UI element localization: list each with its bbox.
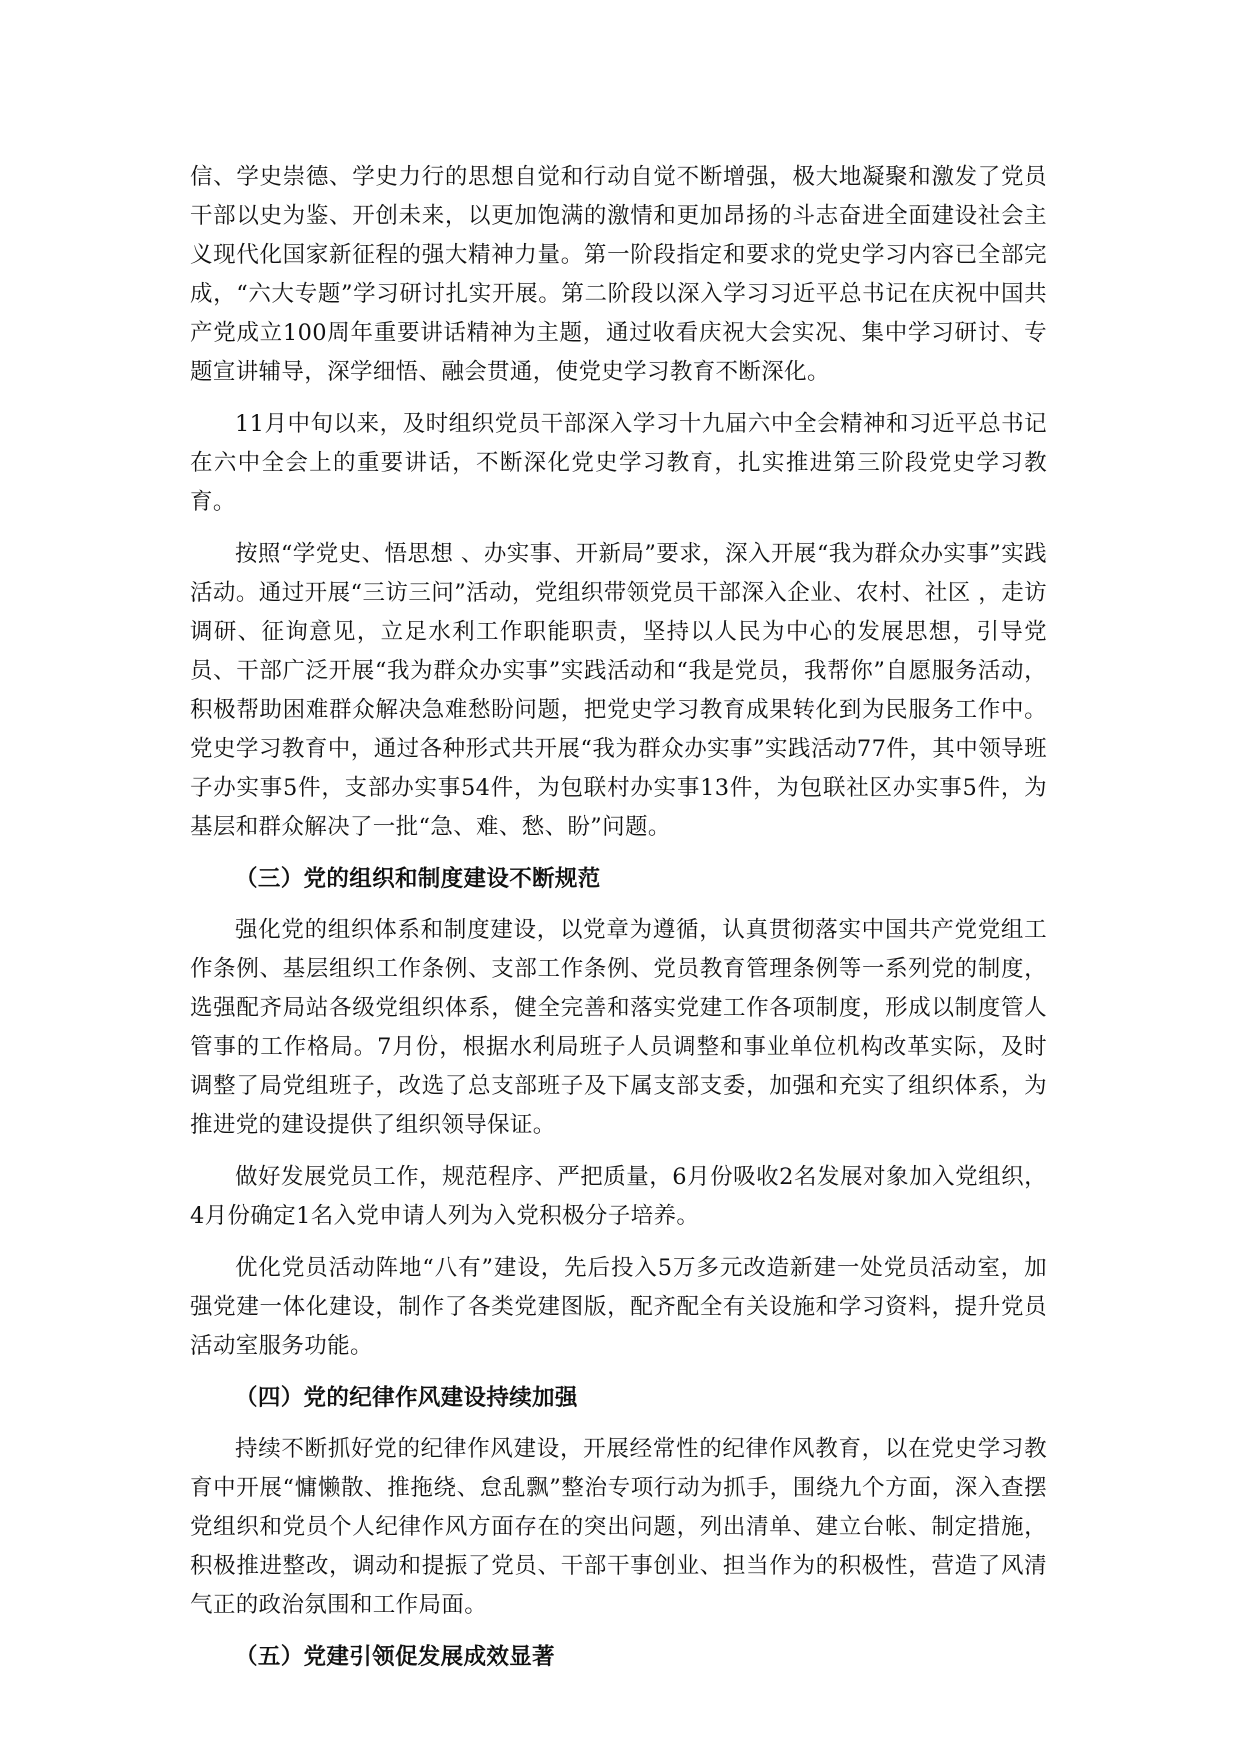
section-heading-development: （五）党建引领促发展成效显著 bbox=[235, 1644, 555, 1670]
paragraph-organization-system: 强化党的组织体系和制度建设，以党章为遵循，认真贯彻落实中国共产党党组工作条例、基层组织工作条例、支部工作条例、党员教育管理条例等一系列党的制度，选强配齐局站各级党组织体系，健全完善和落实党建工作各项制度，形成以制度管人管事的工作格局。7月份，根据水利局班子人员调整和事业单位机构改革实际，及时调整了局党组班子，改选了总支部班子及下属支部支委，加强和充实了组织体系，为推进党的建设提供了组织领导保证。 bbox=[190, 917, 1047, 1138]
paragraph-discipline-style: 持续不断抓好党的纪律作风建设，开展经常性的纪律作风教育，以在党史学习教育中开展“慵懒散、推拖绕、怠乱飘”整治专项行动为抓手，围绕九个方面，深入查摆党组织和党员个人纪律作风方面存在的突出问题，列出清单、建立台帐、制定措施，积极推进整改，调动和提振了党员、干部干事创业、担当作为的积极性，营造了风清气正的政治氛围和工作局面。 bbox=[190, 1436, 1047, 1618]
paragraph-party-history-study: 信、学史崇德、学史力行的思想自觉和行动自觉不断增强，极大地凝聚和激发了党员干部以史为鉴、开创未来，以更加饱满的激情和更加昂扬的斗志奋进全面建设社会主义现代化国家新征程的强大精神力量。第一阶段指定和要求的党史学习内容已全部完成，“六大专题”学习研讨扎实开展。第二阶段以深入学习习近平总书记在庆祝中国共产党成立100周年重要讲话精神为主题，通过收看庆祝大会实况、集中学习研讨、专题宣讲辅导，深学细悟、融会贯通，使党史学习教育不断深化。 bbox=[190, 164, 1047, 385]
paragraph-activity-room: 优化党员活动阵地“八有”建设，先后投入5万多元改造新建一处党员活动室，加强党建一体化建设，制作了各类党建图版，配齐配全有关设施和学习资料，提升党员活动室服务功能。 bbox=[190, 1255, 1047, 1359]
section-heading-organization: （三）党的组织和制度建设不断规范 bbox=[235, 866, 601, 892]
paragraph-sixth-plenum-study: 11月中旬以来，及时组织党员干部深入学习十九届六中全会精神和习近平总书记在六中全会上的重要讲话，不断深化党史学习教育，扎实推进第三阶段党史学习教育。 bbox=[190, 411, 1047, 515]
paragraph-member-development: 做好发展党员工作，规范程序、严把质量，6月份吸收2名发展对象加入党组织，4月份确定1名入党申请人列为入党积极分子培养。 bbox=[190, 1164, 1047, 1229]
document-page bbox=[190, 158, 1047, 1689]
section-heading-discipline: （四）党的纪律作风建设持续加强 bbox=[235, 1385, 578, 1411]
paragraph-practical-deeds: 按照“学党史、悟思想 、办实事、开新局”要求，深入开展“我为群众办实事”实践活动。通过开展“三访三问”活动，党组织带领党员干部深入企业、农村、社区 ，走访调研、征询意见，立足水利工作职能职责，坚持以人民为中心的发展思想，引导党员、干部广泛开展“我为群众办实事”实践活动和“我是党员，我帮你”自愿服务活动，积极帮助困难群众解决急难愁盼问题，把党史学习教育成果转化到为民服务工作中。党史学习教育中，通过各种形式共开展“我为群众办实事”实践活动77件，其中领导班子办实事5件，支部办实事54件，为包联村办实事13件，为包联社区办实事5件，为基层和群众解决了一批“急、难、愁、盼”问题。 bbox=[190, 541, 1047, 840]
